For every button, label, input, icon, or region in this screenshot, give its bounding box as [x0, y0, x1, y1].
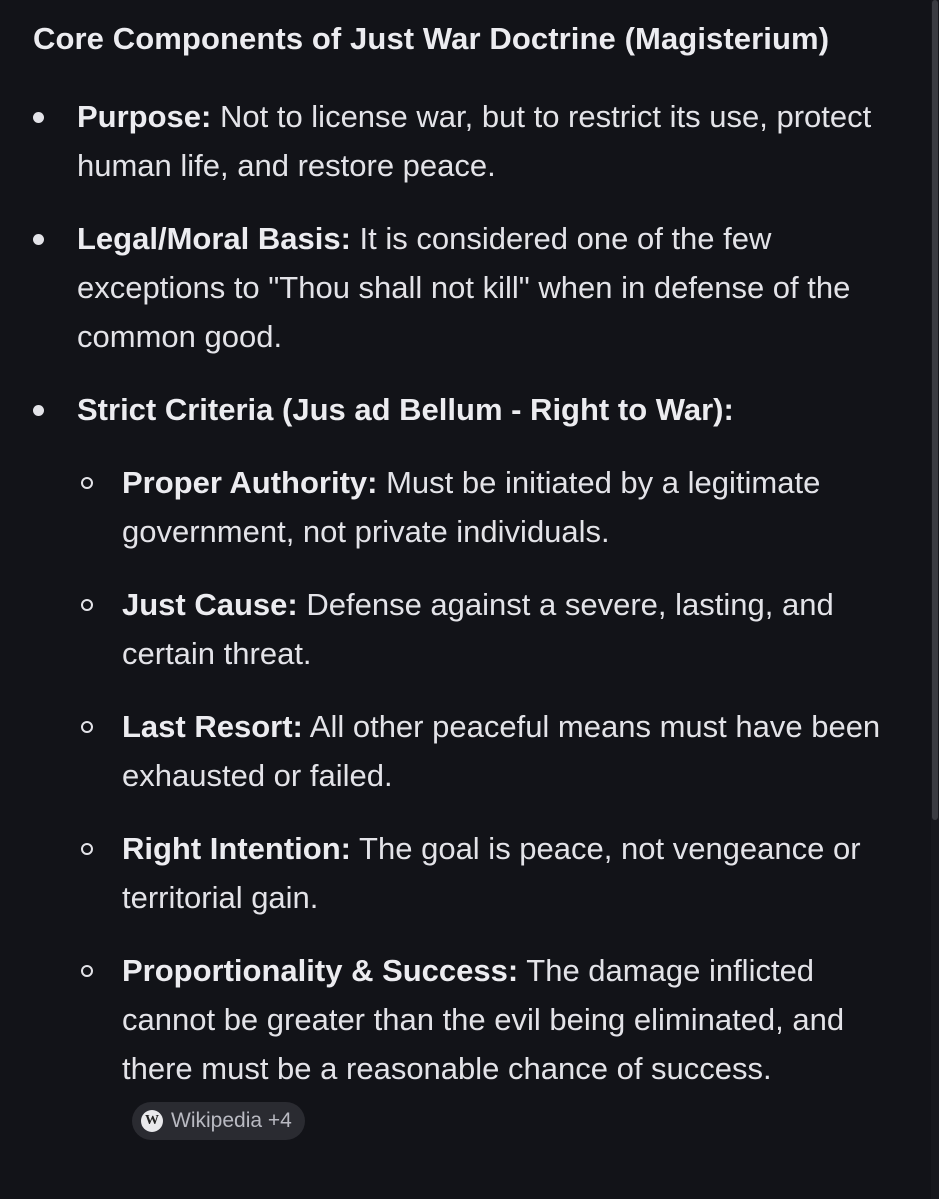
criteria-label: Proper Authority: [122, 465, 378, 500]
criteria-item [77, 702, 913, 800]
bullet-dot-icon [33, 112, 44, 123]
criteria-text: All other peaceful means must have been exhausted or failed. [122, 709, 881, 793]
source-chip[interactable] [132, 1102, 305, 1140]
criteria-label: Right Intention: [122, 831, 351, 866]
bullet-circle-icon [81, 843, 93, 855]
list-item [33, 92, 913, 190]
response-content [33, 14, 913, 1166]
bullet-dot-icon [33, 234, 44, 245]
criteria-item [77, 580, 913, 678]
criteria-item [77, 458, 913, 556]
criteria-text: The damage inflicted cannot be greater than the evil being eliminated, and there must be a reasonable chance of success. [122, 953, 845, 1086]
bullet-circle-icon [81, 599, 93, 611]
criteria-item [77, 824, 913, 922]
criteria-label: Proportionality & Success: [122, 953, 519, 988]
criteria-text: Must be initiated by a legitimate government, not private individuals. [122, 465, 821, 549]
item-text: Not to license war, but to restrict its use, protect human life, and restore peace. [77, 99, 872, 183]
criteria-label: Last Resort: [122, 709, 303, 744]
criteria-list [77, 458, 913, 1142]
source-chip-label: Wikipedia +4 [171, 1109, 292, 1132]
item-text: It is considered one of the few exceptions to "Thou shall not kill" when in defense of the common good. [77, 221, 851, 354]
criteria-text: Defense against a severe, lasting, and certain threat. [122, 587, 834, 671]
list-item [33, 385, 913, 1142]
bullet-circle-icon [81, 477, 93, 489]
criteria-text: The goal is peace, not vengeance or territorial gain. [122, 831, 861, 915]
scrollbar-thumb[interactable] [932, 0, 938, 820]
criteria-item [77, 946, 913, 1142]
item-label: Legal/Moral Basis: [77, 221, 351, 256]
bullet-list [33, 92, 913, 1142]
item-label: Purpose: [77, 99, 212, 134]
scrollbar[interactable] [931, 0, 939, 1199]
item-label: Strict Criteria (Jus ad Bellum - Right to War): [77, 392, 734, 427]
bullet-circle-icon [81, 721, 93, 733]
section-heading: Core Components of Just War Doctrine (Magisterium) [33, 21, 830, 56]
criteria-label: Just Cause: [122, 587, 298, 622]
wikipedia-icon: W [141, 1110, 163, 1132]
bullet-circle-icon [81, 965, 93, 977]
bullet-dot-icon [33, 405, 44, 416]
list-item [33, 214, 913, 361]
